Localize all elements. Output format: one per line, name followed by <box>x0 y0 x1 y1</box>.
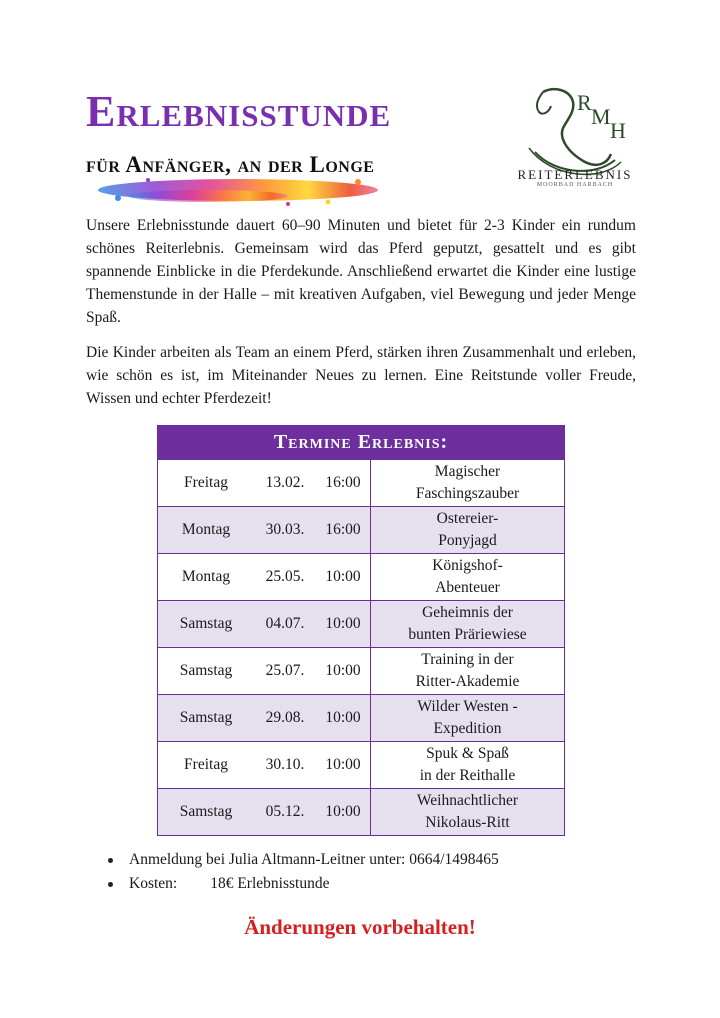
row-day: Samstag <box>179 803 233 820</box>
page-subtitle: für Anfänger, an der Longe <box>86 152 375 177</box>
row-day: Samstag <box>179 615 233 632</box>
row-time: 10:00 <box>325 756 361 773</box>
row-date: 30.10. <box>265 756 305 773</box>
page-title: Erlebnisstunde <box>86 87 392 136</box>
row-event-line-1: Weihnachtlicher <box>416 792 519 809</box>
table-row <box>158 741 564 788</box>
info-list <box>108 848 499 896</box>
row-date: 04.07. <box>265 615 305 632</box>
row-event <box>370 789 564 835</box>
row-event <box>370 554 564 600</box>
table-row <box>158 788 564 835</box>
intro-paragraph-1: Unsere Erlebnisstunde dauert 60–90 Minuten und bietet für 2-3 Kinder ein rundum schönes Reiterlebnis. Gemeinsam wird das Pferd geputzt, gesattelt und es gibt spannende Einblicke in die Pferdekunde. Anschließend erwartet die Kinder eine lustige Themenstunde in der Halle – mit kreativen Aufgaben, viel Bewegung und jeder Menge Spaß. <box>86 217 636 326</box>
row-day: Samstag <box>179 709 233 726</box>
logo-tagline: MOORBAD HARBACH <box>536 182 614 188</box>
row-date: 30.03. <box>265 521 305 538</box>
row-event-line-2: bunten Präriewiese <box>408 626 527 643</box>
row-time: 16:00 <box>325 474 361 491</box>
table-row <box>158 694 564 741</box>
cost-value: 18€ Erlebnisstunde <box>210 875 330 892</box>
table-row <box>158 647 564 694</box>
row-time: 10:00 <box>325 662 361 679</box>
list-item <box>108 848 499 872</box>
row-event <box>370 742 564 788</box>
row-time: 10:00 <box>325 803 361 820</box>
row-date: 25.07. <box>265 662 305 679</box>
row-day: Montag <box>181 568 231 585</box>
svg-text:M: M <box>591 104 611 129</box>
row-event <box>370 695 564 741</box>
logo-wordmark: REITERLEBNIS <box>517 167 633 182</box>
row-date: 25.05. <box>265 568 305 585</box>
row-event <box>370 648 564 694</box>
row-date: 05.12. <box>265 803 305 820</box>
row-event <box>370 601 564 647</box>
row-event-line-1: Spuk & Spaß <box>426 745 509 762</box>
row-day: Montag <box>181 521 231 538</box>
changes-reserved-note: Änderungen vorbehalten! <box>244 915 476 939</box>
row-day: Freitag <box>184 756 228 773</box>
registration-info: Anmeldung bei Julia Altmann-Leitner unter: 0664/1498465 <box>129 851 499 868</box>
table-row <box>158 600 564 647</box>
table-row <box>158 506 564 553</box>
row-event-line-2: Faschingszauber <box>415 485 520 502</box>
row-event-line-1: Ostereier- <box>436 510 499 527</box>
row-event-line-1: Magischer <box>434 463 501 480</box>
row-event-line-2: Expedition <box>433 720 502 737</box>
row-event <box>370 507 564 553</box>
row-event-line-2: Nikolaus-Ritt <box>425 814 510 831</box>
row-event-line-2: Ritter-Akademie <box>415 673 520 690</box>
row-date: 29.08. <box>265 709 305 726</box>
color-splash-decoration <box>88 168 388 218</box>
row-event <box>370 460 564 506</box>
row-event-line-1: Königshof- <box>432 557 503 574</box>
schedule-heading: Termine Erlebnis: <box>158 426 564 459</box>
row-event-line-1: Wilder Westen - <box>417 698 518 715</box>
svg-text:H: H <box>610 118 626 143</box>
table-row <box>158 553 564 600</box>
svg-text:R: R <box>577 90 592 115</box>
bullet-dot-icon <box>108 858 113 863</box>
row-time: 10:00 <box>325 709 361 726</box>
row-event-line-1: Geheimnis der <box>422 604 513 621</box>
row-event-line-1: Training in der <box>421 651 514 668</box>
row-day: Samstag <box>179 662 233 679</box>
row-date: 13.02. <box>265 474 305 491</box>
row-time: 10:00 <box>325 568 361 585</box>
intro-paragraph-2: Die Kinder arbeiten als Team an einem Pferd, stärken ihren Zusammenhalt und erleben, wie schön es ist, im Miteinander Neues zu lernen. Eine Reitstunde voller Freude, Wissen und echter Pferdezeit! <box>86 344 636 407</box>
row-event-line-2: Abenteuer <box>435 579 500 596</box>
row-time: 16:00 <box>325 521 361 538</box>
cost-label: Kosten: <box>129 875 178 892</box>
bullet-dot-icon <box>108 882 113 887</box>
row-day: Freitag <box>184 474 228 491</box>
row-event-line-2: in der Reithalle <box>419 767 516 784</box>
row-event-line-2: Ponyjagd <box>438 532 497 549</box>
schedule-table <box>157 425 565 836</box>
list-item <box>108 872 499 896</box>
row-time: 10:00 <box>325 615 361 632</box>
table-row <box>158 459 564 506</box>
